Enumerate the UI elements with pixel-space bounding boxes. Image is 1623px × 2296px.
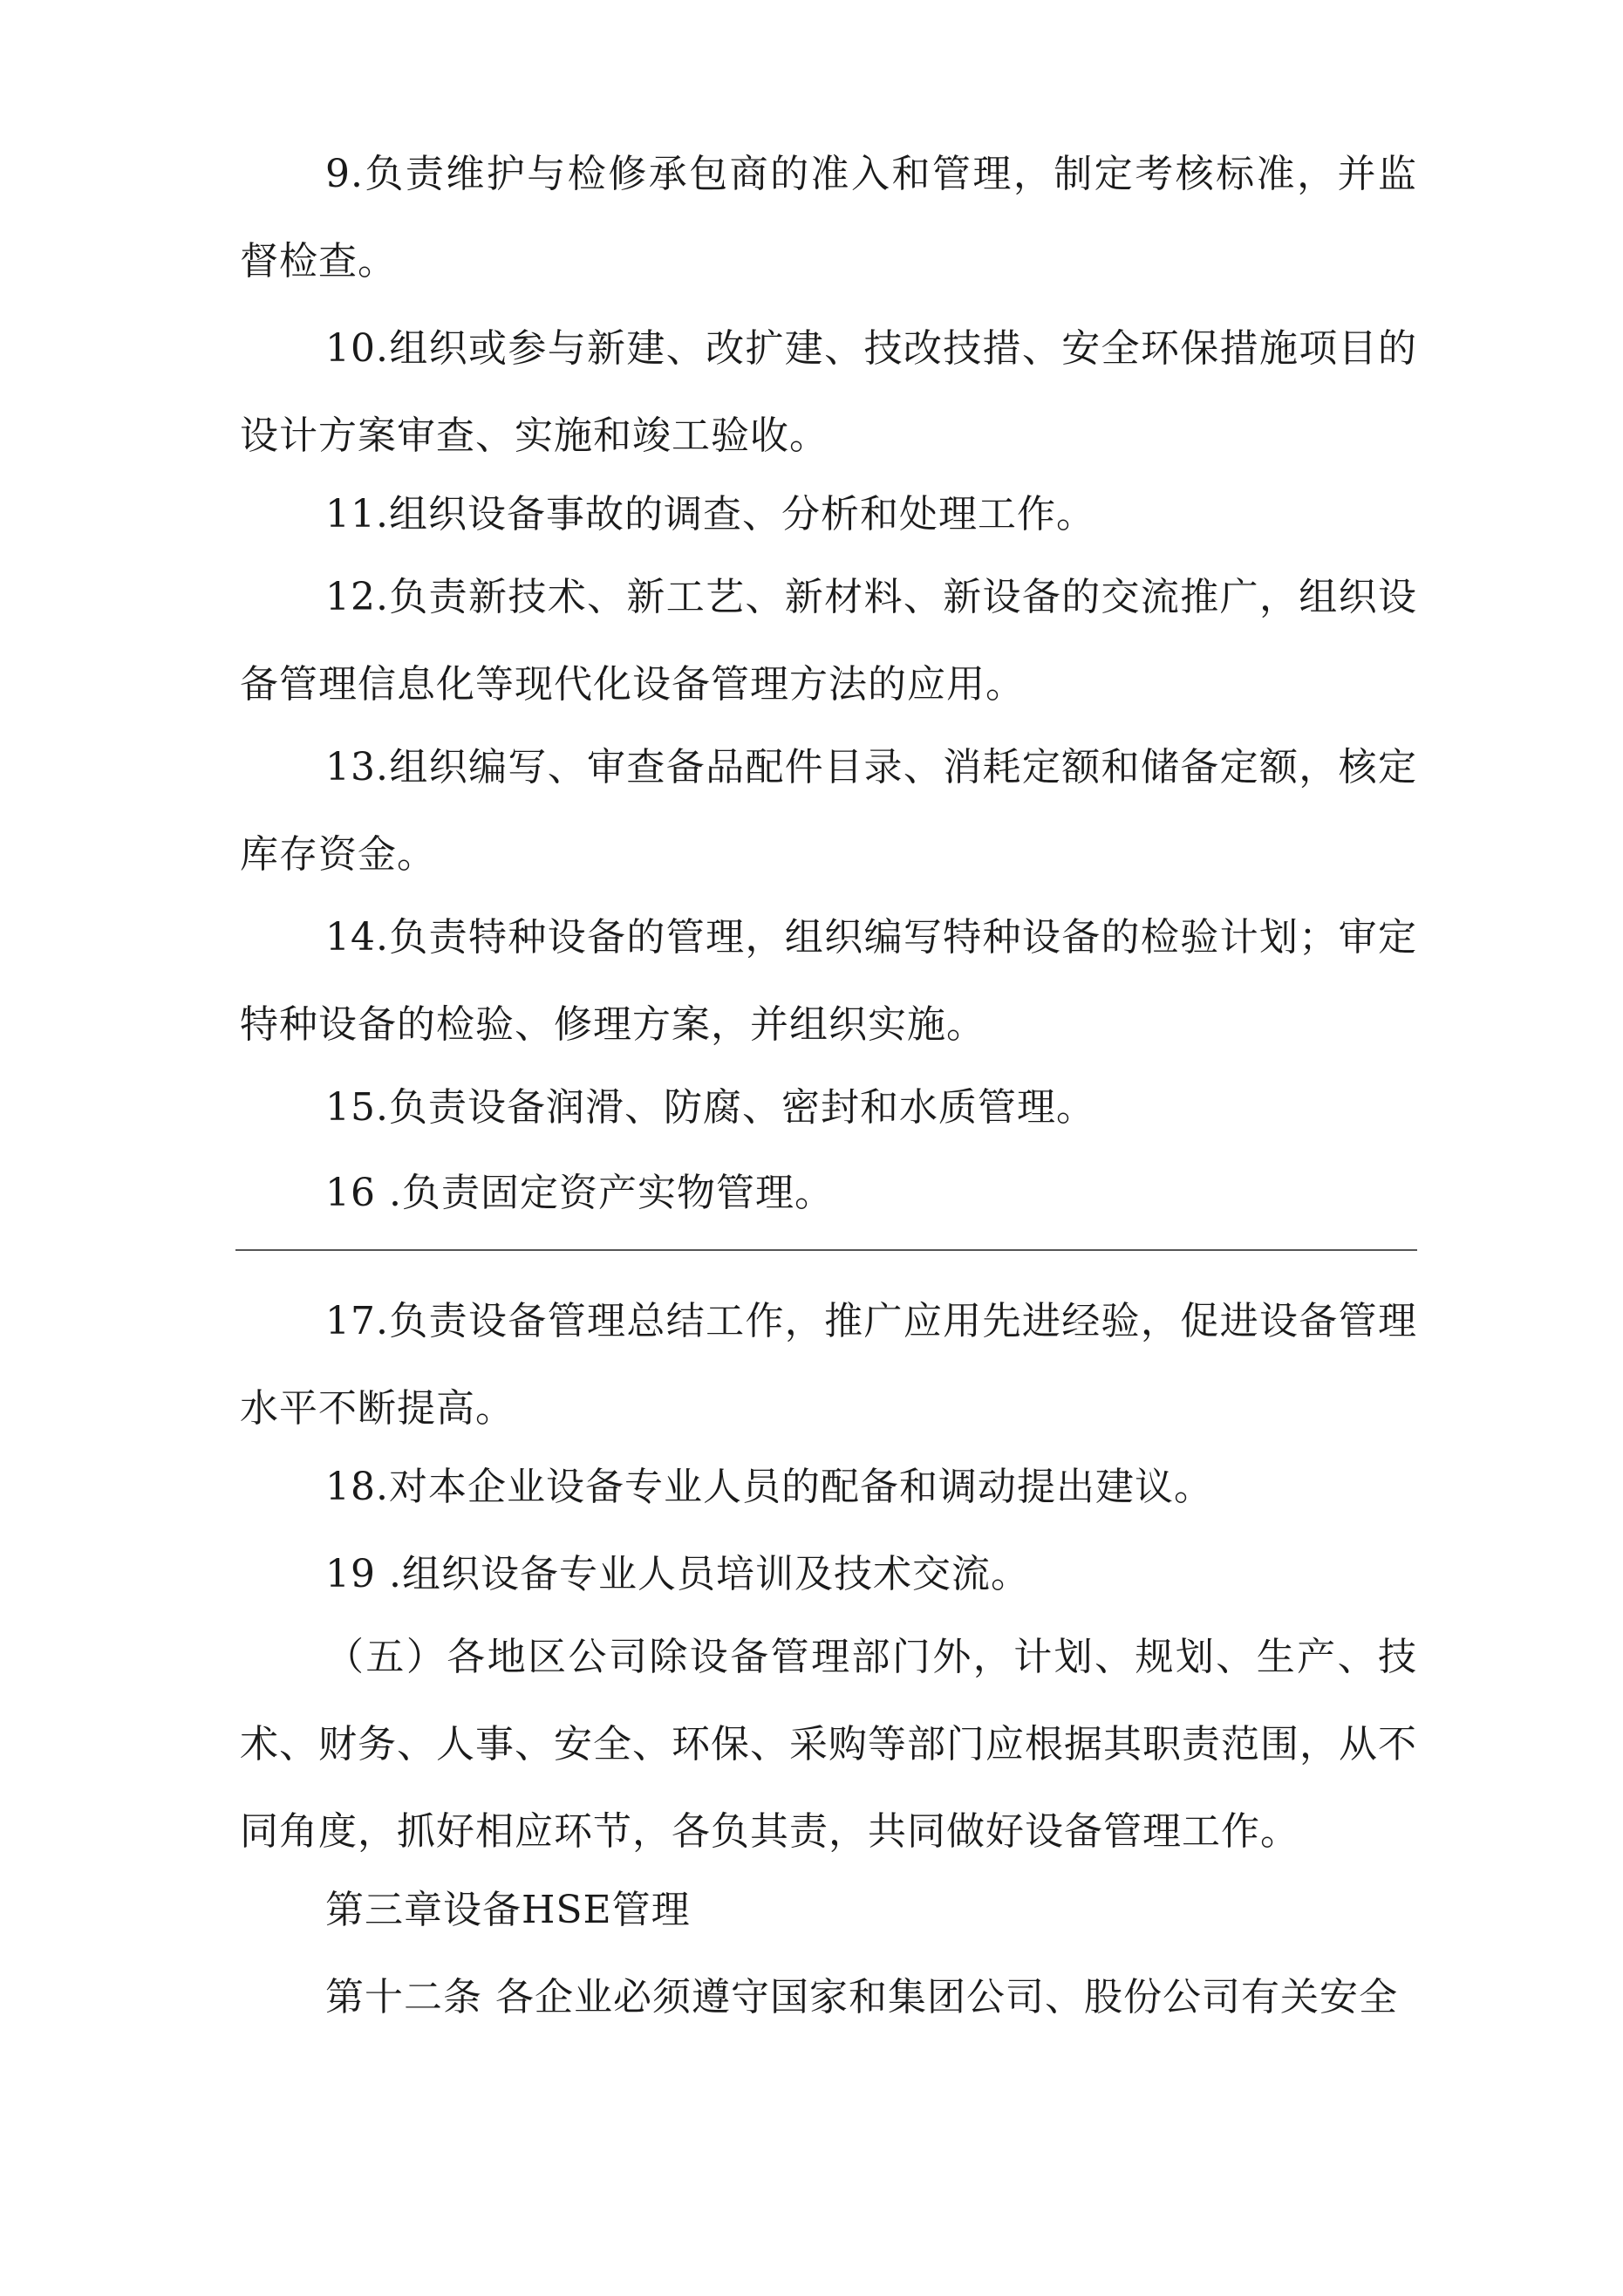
- paragraph-item-10: 10.组织或参与新建、改扩建、技改技措、安全环保措施项目的设计方案审查、实施和竣工验收。: [240, 326, 1417, 458]
- paragraph-item-17: 17.负责设备管理总结工作，推广应用先进经验，促进设备管理水平不断提高。: [240, 1299, 1417, 1431]
- paragraph-section-five: （五）各地区公司除设备管理部门外，计划、规划、生产、技术、财务、人事、安全、环保、采购等部门应根据其职责范围，从不同角度，抓好相应环节，各负其责，共同做好设备管理工作。: [240, 1635, 1417, 1854]
- paragraph-item-15: 15.负责设备润滑、防腐、密封和水质管理。: [325, 1085, 1095, 1130]
- chapter-heading: 第三章设备HSE管理: [325, 1888, 691, 1932]
- paragraph-article-12: 第十二条 各企业必须遵守国家和集团公司、股份公司有关安全: [325, 1975, 1398, 2019]
- paragraph-item-19: 19 .组织设备专业人员培训及技术交流。: [325, 1552, 1030, 1596]
- paragraph-item-16: 16 .负责固定资产实物管理。: [325, 1171, 834, 1215]
- page-divider-line: [235, 1249, 1417, 1251]
- paragraph-item-14: 14.负责特种设备的管理，组织编写特种设备的检验计划；审定特种设备的检验、修理方案，并组织实施。: [240, 915, 1417, 1047]
- paragraph-item-12: 12.负责新技术、新工艺、新材料、新设备的交流推广，组织设备管理信息化等现代化设备管理方法的应用。: [240, 575, 1417, 707]
- paragraph-item-11: 11.组织设备事故的调查、分析和处理工作。: [325, 492, 1095, 536]
- paragraph-item-18: 18.对本企业设备专业人员的配备和调动提出建议。: [325, 1465, 1213, 1509]
- paragraph-item-13: 13.组织编写、审查备品配件目录、消耗定额和储备定额，核定库存资金。: [240, 745, 1417, 877]
- paragraph-item-9: 9.负责维护与检修承包商的准入和管理，制定考核标准，并监督检查。: [240, 152, 1417, 284]
